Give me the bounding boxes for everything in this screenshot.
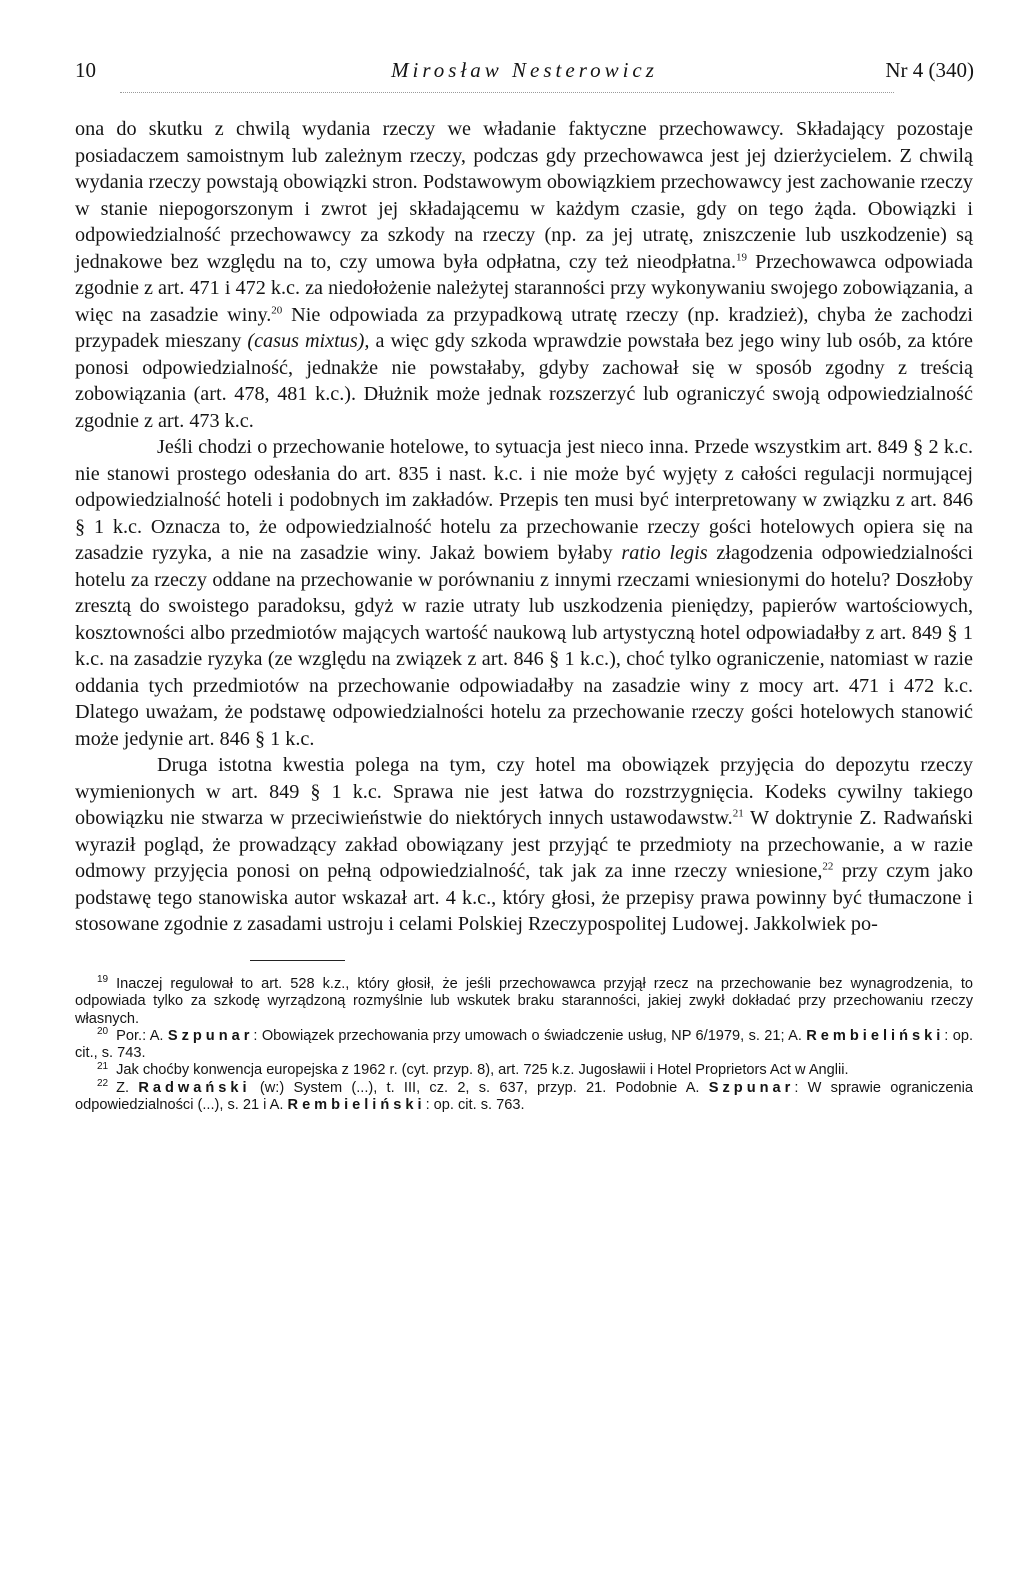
running-author: Mirosław Nesterowicz	[391, 58, 658, 82]
issue-number: Nr 4 (340)	[885, 58, 974, 82]
footnote-text: : W sprawie ograniczenia odpowiedzialności (...), s. 21 i A.	[75, 1079, 973, 1114]
text-run: Jeśli chodzi o przechowanie hotelowe, to sytuacja jest nieco inna. Przede wszystkim art. 849 § 2 k.c. nie stanowi prostego odesłania do art. 835 i nast. k.c. i nie może być wyjęty z całości regulacji normującej odpowiedzialność hoteli i podobnych im zakładów. Przepis ten musi być interpretowany w związku z art. 846 § 1 k.c. Oznacza to, że odpowiedzialność hotelu za przechowanie rzeczy gości hotelowych opiera się na zasadzie ryzyka, a nie na zasadzie winy. Jakaż bowiem byłaby	[75, 436, 973, 564]
footnote-ref-22[interactable]: 22	[822, 860, 834, 873]
footnote-number: 19	[97, 974, 109, 986]
running-header	[75, 58, 974, 88]
footnotes	[75, 976, 973, 1114]
page-number: 10	[75, 58, 96, 82]
footnote-text: Inaczej regulował to art. 528 k.z., który głosił, że jeśli przechowawca przyjął rzecz na przechowanie bez wynagrodzenia, to odpowiada tylko za szkodę wyrządzoną rozmyślnie lub wskutek braku staranności, jakiej zwykł dokładać przy przechowaniu rzeczy własnych.	[75, 976, 973, 1027]
footnote-text: Por.: A.	[116, 1027, 168, 1044]
cited-author: Rembieliński	[806, 1027, 945, 1044]
cited-author: Radwański	[138, 1079, 251, 1096]
footnote-rule	[250, 960, 345, 961]
cited-author: Szpunar	[708, 1079, 795, 1096]
footnote-text: : op. cit. s. 763.	[425, 1097, 525, 1114]
text-run: złagodzenia odpowiedzialności hotelu za rzeczy oddane na przechowanie w porównaniu z innymi rzeczami wniesionymi do hotelu? Doszłoby zresztą do swoistego paradoksu, gdyż w razie utraty lub uszkodzenia pieniędzy, papierów wartościowych, kosztowności albo przedmiotów mających wartość naukową lub artystyczną hotel odpowiadałby z art. 849 § 1 k.c. na zasadzie ryzyka (ze względu na związek z art. 846 § 1 k.c.), choć tylko ograniczenie, natomiast w razie oddania tych przedmiotów na przechowanie odpowiadałby na zasadzie winy z mocy art. 471 i 472 k.c. Dlatego uważam, że podstawę odpowiedzialności hotelu za przechowanie rzeczy gości hotelowych stanowić może jedynie art. 846 § 1 k.c.	[75, 542, 973, 750]
header-rule	[120, 92, 894, 93]
text-run: Nie odpowiada za przypadkową utratę rzeczy (np. kradzież), chyba że zachodzi przypadek mieszany	[75, 303, 973, 352]
footnote-text: Jak choćby konwencja europejska z 1962 r. (cyt. przyp. 8), art. 725 k.z. Jugosławii i Hotel Proprietors Act w Anglii.	[116, 1062, 849, 1079]
footnote-22	[75, 1077, 973, 1115]
latin-term-ratio-legis: ratio legis	[621, 542, 708, 564]
latin-term-casus-mixtus: (casus mixtus),	[247, 330, 370, 352]
cited-author: Rembieliński	[287, 1097, 426, 1114]
body-text	[75, 116, 973, 938]
text-run: a więc gdy szkoda wprawdzie powstała bez jego winy lub osób, za które ponosi odpowiedzialność, jednakże nie powstałaby, gdyby zachował się w sposób zgodny z treścią zobowiązania (art. 478, 481 k.c.). Dłużnik może jednak rozszerzyć lub ograniczyć swoją odpowiedzialność zgodnie z art. 473 k.c.	[75, 330, 974, 432]
footnote-ref-19[interactable]: 19	[736, 250, 748, 263]
paragraph-2	[75, 434, 973, 752]
footnote-text: Z.	[116, 1079, 139, 1096]
text-run: Druga istotna kwestia polega na tym, czy hotel ma obowiązek przyjęcia do depozytu rzeczy wymienionych w art. 849 § 1 k.c. Sprawa nie jest łatwa do rozstrzygnięcia. Kodeks cywilny takiego obowiązku nie stwarza w przeciwieństwie do niektórych innych ustawodawstw.	[75, 754, 973, 829]
footnote-text: : op. cit., s. 743.	[75, 1027, 973, 1062]
footnote-number: 20	[97, 1026, 109, 1038]
footnote-ref-20[interactable]: 20	[271, 303, 283, 316]
paragraph-3	[75, 752, 973, 938]
cited-author: Szpunar	[167, 1027, 254, 1044]
text-run: W doktrynie Z. Radwański wyraził pogląd, że prowadzący zakład obowiązany jest przyjąć te przedmioty na przechowanie, a w razie odmowy przyjęcia ponosi on pełną odpowiedzialność, tak jak za inne rzeczy wniesione,	[75, 807, 973, 882]
footnote-19	[75, 976, 973, 1028]
footnote-text: : Obowiązek przechowania przy umowach o świadczenie usług, NP 6/1979, s. 21; A.	[253, 1027, 807, 1044]
footnote-number: 22	[97, 1077, 109, 1089]
footnote-text: (w:) System (...), t. III, cz. 2, s. 637, przyp. 21. Podobnie A.	[250, 1079, 709, 1096]
paragraph-1	[75, 116, 973, 434]
text-run: Przechowawca odpowiada zgodnie z art. 471 i 472 k.c. za niedołożenie należytej staranności przy wykonywaniu swojego zobowiązania, a więc na zasadzie winy.	[75, 250, 973, 326]
text-run: przy czym jako podstawę tego stanowiska autor wskazał art. 4 k.c., który głosi, że przepisy prawa powinny być tłumaczone i stosowane zgodnie z zasadami ustroju i celami Polskiej Rzeczypospolitej Ludowej. Jakkolwiek po-	[75, 860, 974, 935]
text-run: ona do skutku z chwilą wydania rzeczy we władanie faktyczne przechowawcy. Składający pozostaje posiadaczem samoistnym lub zależnym rzeczy, podczas gdy przechowawca jest jej dzierżycielem. Z chwilą wydania rzeczy powstają obowiązki stron. Podstawowym obowiązkiem przechowawcy jest zachowanie rzeczy w stanie niepogorszonym i zwrot jej składającemu w każdym czasie, gdy on tego żąda. Obowiązki i odpowiedzialność przechowawcy za szkody na rzeczy (np. za jej utratę, zniszczenie lub uszkodzenie) są jednakowe bez względu na to, czy umowa była odpłatna, czy też nieodpłatna.	[75, 118, 973, 273]
footnote-number: 21	[97, 1060, 109, 1072]
footnote-ref-21[interactable]: 21	[732, 807, 744, 820]
footnote-20	[75, 1028, 973, 1063]
footnote-21	[75, 1062, 973, 1079]
